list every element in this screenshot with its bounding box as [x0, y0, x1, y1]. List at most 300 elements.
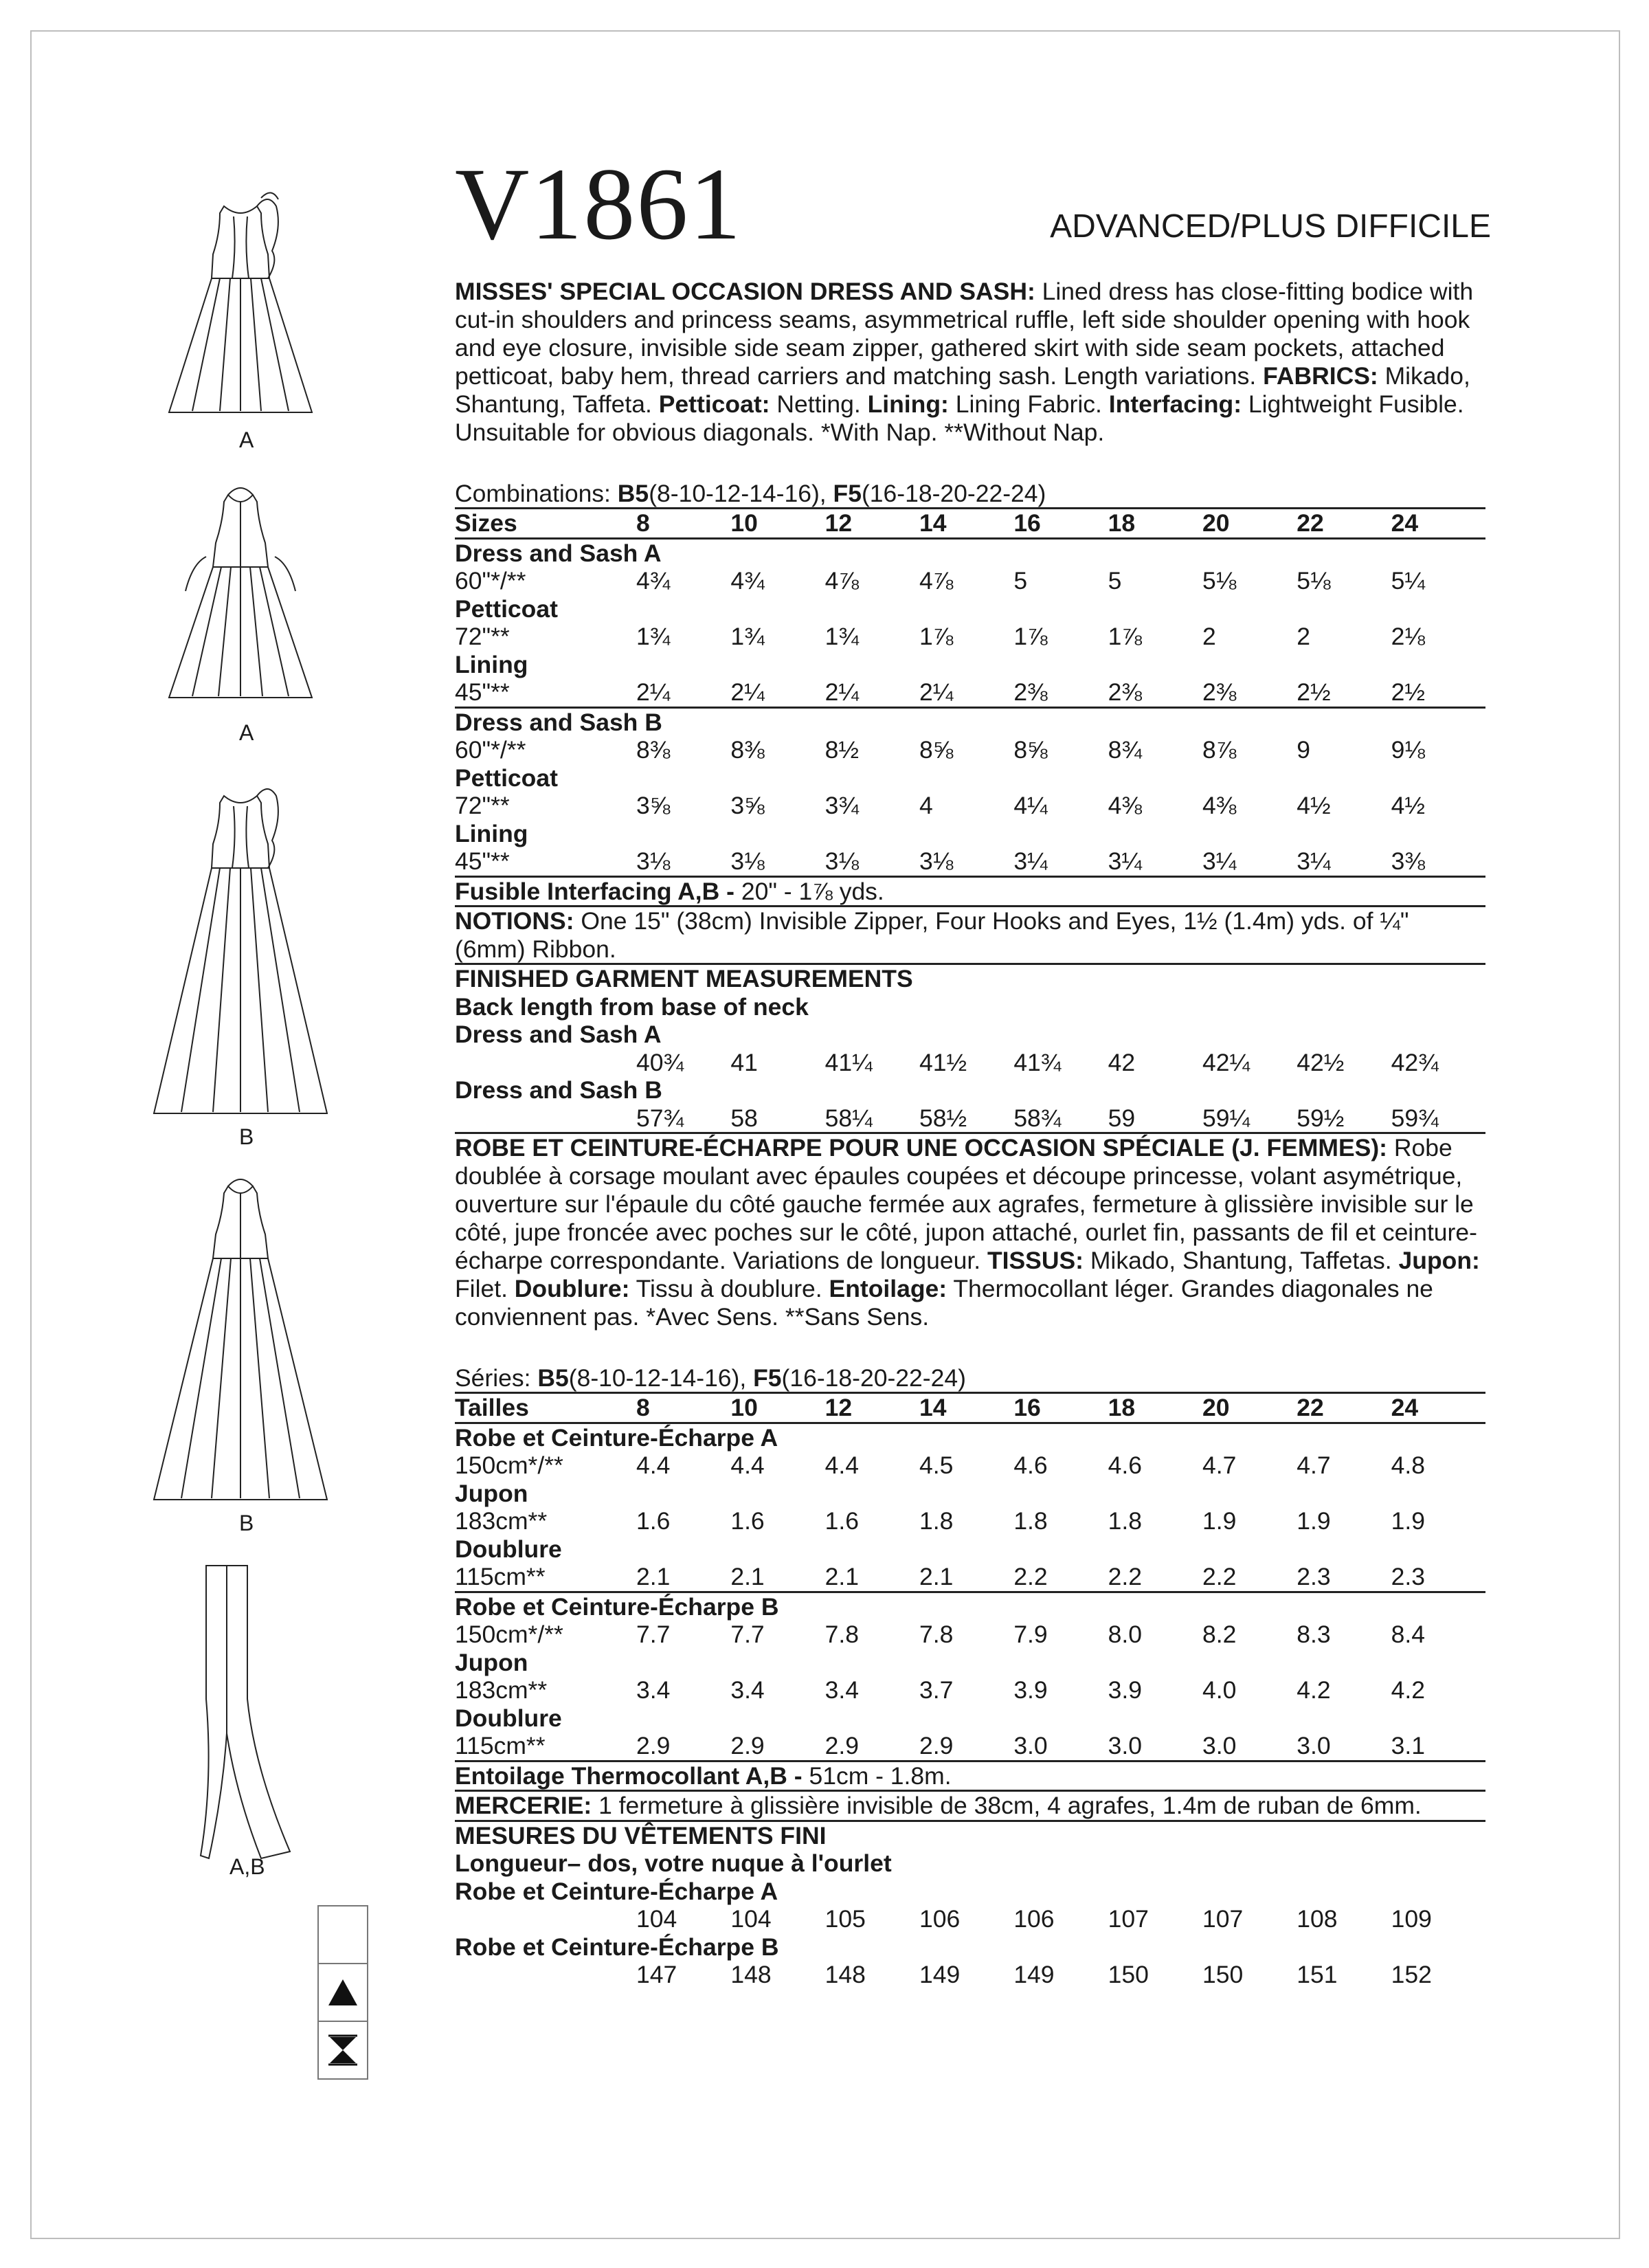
table-cell: 1.6	[824, 1507, 860, 1535]
table-cell: 2⅜	[1013, 678, 1048, 706]
table-cell: 5	[1013, 567, 1028, 594]
table-row	[455, 1961, 1485, 1989]
table-cell: 1.6	[636, 1507, 671, 1535]
table-cell: 22	[1297, 509, 1391, 539]
sash-drawing	[199, 1561, 302, 1864]
table-row	[455, 1821, 1485, 1849]
table-row	[455, 1563, 1485, 1592]
table-cell: Longueur– dos, votre nuque à l'ourlet	[455, 1849, 892, 1877]
table-cell: 5	[1108, 567, 1122, 594]
text-span: Netting.	[770, 390, 868, 418]
finished-measurements-title: FINISHED GARMENT MEASUREMENTS	[455, 964, 1485, 993]
blank-square-icon	[319, 1906, 367, 1964]
table-cell: 148	[824, 1961, 866, 1988]
table-cell: 149	[1013, 1961, 1055, 1988]
text-span: Thermocollant léger. Grandes diagonales ne conviennent pas. *Avec Sens. **Sans Sens.	[455, 1275, 1433, 1331]
table-cell: 58¼	[824, 1104, 873, 1132]
table-row	[455, 1452, 1485, 1480]
table-cell: 1¾	[730, 623, 765, 650]
table-cell: 1.8	[919, 1507, 954, 1535]
text-span: (16-18-20-22-24)	[861, 480, 1046, 507]
table-cell: 3.4	[730, 1676, 765, 1704]
table-row	[455, 1507, 1485, 1535]
table-cell: 1.9	[1202, 1507, 1237, 1535]
table-row	[455, 1649, 1485, 1677]
table-cell: Dress and Sash A	[455, 1021, 662, 1048]
table-cell: 8⅝	[919, 736, 954, 764]
table-cell: 2.3	[1391, 1563, 1425, 1590]
table-cell: 2	[1297, 623, 1311, 650]
table-cell: 149	[919, 1961, 961, 1988]
table-cell: Doublure	[455, 1535, 562, 1563]
text-span: 1 fermeture à glissière invisible de 38cm, 4 agrafes, 1.4m de ruban de 6mm.	[592, 1792, 1422, 1819]
table-row	[455, 1535, 1485, 1564]
table-row	[455, 1621, 1485, 1649]
table-cell: 59½	[1297, 1104, 1345, 1132]
table-cell: 45"**	[455, 847, 510, 875]
french-combinations	[455, 1364, 1485, 1392]
table-cell: 57¾	[636, 1104, 684, 1132]
table-cell: 4⅞	[824, 567, 860, 594]
table-row	[455, 623, 1485, 651]
table-cell: 105	[824, 1905, 866, 1933]
text-span: B5	[537, 1364, 569, 1392]
table-cell: 4.6	[1108, 1452, 1142, 1479]
table-row	[455, 1480, 1485, 1508]
back-view-dress-b	[151, 1172, 330, 1502]
table-cell: 4.6	[1013, 1452, 1048, 1479]
table-row	[455, 820, 1485, 848]
english-title: MISSES' SPECIAL OCCASION DRESS AND SASH:	[455, 278, 1035, 305]
table-row	[455, 651, 1485, 679]
table-cell: 115cm**	[455, 1563, 546, 1590]
table-cell: 150	[1202, 1961, 1244, 1988]
table-cell: 2¼	[824, 678, 860, 706]
table-cell: 4.7	[1297, 1452, 1331, 1479]
table-cell: 20	[1202, 509, 1297, 539]
table-cell: 1⅞	[1108, 623, 1142, 650]
table-row	[455, 876, 1485, 907]
table-cell: 7.7	[730, 1621, 765, 1648]
table-cell: 4½	[1297, 792, 1331, 819]
table-cell: 1.6	[730, 1507, 765, 1535]
table-row	[455, 736, 1485, 764]
table-cell: 41	[730, 1048, 758, 1076]
table-cell: 3¾	[824, 792, 860, 819]
table-cell: 3⅛	[824, 847, 860, 875]
table-cell: 183cm**	[455, 1507, 548, 1535]
symbol-key-box	[317, 1905, 368, 2080]
french-description	[455, 1134, 1485, 1331]
text-span: MERCERIE:	[455, 1792, 592, 1819]
view-heading: Dress and Sash B	[455, 707, 1485, 736]
table-cell: 3.1	[1391, 1732, 1425, 1759]
table-row	[455, 764, 1485, 792]
table-row	[455, 1676, 1485, 1704]
table-cell: 4½	[1391, 792, 1425, 819]
table-cell	[455, 1961, 636, 1989]
table-cell: 147	[636, 1961, 677, 1988]
table-cell: 3¼	[1202, 847, 1237, 875]
finished-measurements-title: MESURES DU VÊTEMENTS FINI	[455, 1821, 1485, 1849]
english-yardage-table	[455, 507, 1485, 1132]
table-row	[455, 1878, 1485, 1906]
table-cell: 108	[1297, 1905, 1338, 1933]
text-span: 20" - 1⅞ yds.	[741, 877, 884, 905]
table-cell: 24	[1391, 509, 1485, 539]
table-cell: 4.2	[1297, 1676, 1331, 1704]
table-row	[455, 1761, 1485, 1791]
table-cell: 9⅛	[1391, 736, 1425, 764]
text-span: Entoilage Thermocollant A,B -	[455, 1761, 809, 1790]
table-cell: 3.9	[1013, 1676, 1048, 1704]
table-cell: 8½	[824, 736, 860, 764]
table-cell: 12	[825, 1393, 919, 1423]
table-cell: 150cm*/**	[455, 1621, 563, 1648]
table-cell: 2.3	[1297, 1563, 1331, 1590]
difficulty-level: ADVANCED/PLUS DIFFICILE	[1050, 208, 1491, 245]
table-cell: Back length from base of neck	[455, 992, 809, 1021]
table-cell: 3.0	[1297, 1732, 1331, 1759]
table-cell: 106	[919, 1905, 961, 1933]
text-span: Lining:	[867, 390, 949, 418]
table-cell: 4¾	[730, 567, 765, 594]
table-cell: Petticoat	[455, 594, 558, 623]
view-label: A	[239, 720, 254, 745]
table-cell: 3⅝	[730, 792, 765, 819]
table-cell: Sizes	[455, 509, 636, 539]
table-cell: 10	[730, 509, 824, 539]
table-row	[455, 707, 1485, 736]
table-row	[455, 678, 1485, 707]
table-cell: 4	[919, 792, 933, 819]
text-span: F5	[753, 1364, 782, 1392]
table-cell: 1.9	[1297, 1507, 1331, 1535]
table-cell	[455, 1104, 636, 1133]
table-cell: 58	[730, 1104, 758, 1132]
notions	[455, 907, 1485, 964]
table-row	[455, 1791, 1485, 1821]
table-cell: 8.0	[1108, 1621, 1142, 1648]
table-cell: 107	[1108, 1905, 1149, 1933]
text-span: Lightweight Fusible. Unsuitable for obvious diagonals. *With Nap. **Without Nap.	[455, 390, 1464, 446]
table-cell: 8⅞	[1202, 736, 1237, 764]
text-span: Doublure:	[514, 1275, 630, 1302]
table-cell: 3⅝	[636, 792, 671, 819]
table-cell: 14	[919, 1393, 1013, 1423]
view-label: A,B	[229, 1854, 265, 1879]
text-span: Tissu à doublure.	[629, 1275, 829, 1302]
text-span: NOTIONS:	[455, 907, 574, 935]
table-cell: 40¾	[636, 1048, 684, 1076]
table-cell: Jupon	[455, 1479, 528, 1507]
table-cell: 3.0	[1108, 1732, 1142, 1759]
table-cell: 24	[1391, 1393, 1485, 1423]
text-span: Filet.	[455, 1275, 515, 1302]
table-cell: 4.4	[824, 1452, 860, 1479]
table-cell: 104	[636, 1905, 677, 1933]
text-span: Jupon:	[1398, 1247, 1480, 1274]
table-row	[455, 847, 1485, 876]
french-yardage-table	[455, 1392, 1485, 1989]
table-row	[455, 1104, 1485, 1133]
table-cell: Lining	[455, 650, 528, 678]
text-span: (8-10-12-14-16),	[649, 480, 833, 507]
table-cell: 45"**	[455, 678, 510, 706]
table-cell: 106	[1013, 1905, 1055, 1933]
table-cell: 150cm*/**	[455, 1452, 563, 1479]
table-cell: Robe et Ceinture-Écharpe B	[455, 1933, 779, 1961]
hourglass-icon	[319, 2022, 367, 2078]
table-cell: 4.4	[730, 1452, 765, 1479]
english-description	[455, 278, 1485, 447]
table-cell: 8⅜	[636, 736, 671, 764]
table-cell: 8	[636, 509, 730, 539]
table-cell: 3.0	[1013, 1732, 1048, 1759]
table-cell: 3.9	[1108, 1676, 1142, 1704]
text-span: Lining Fabric.	[948, 390, 1109, 418]
text-span: Petticoat:	[658, 390, 770, 418]
table-cell: 148	[730, 1961, 772, 1988]
table-cell: 1¾	[636, 623, 671, 650]
text-span: (16-18-20-22-24)	[781, 1364, 966, 1392]
text-span: Mikado, Shantung, Taffetas.	[1084, 1247, 1399, 1274]
table-row	[455, 595, 1485, 623]
notions	[455, 1791, 1485, 1821]
table-cell: 2.9	[730, 1732, 765, 1759]
table-cell: 5⅛	[1297, 567, 1331, 594]
table-row	[455, 1849, 1485, 1878]
table-cell: 1⅞	[919, 623, 954, 650]
table-cell: 1.8	[1013, 1507, 1048, 1535]
size-header-row	[455, 509, 1485, 539]
table-cell: 1¾	[824, 623, 860, 650]
table-cell: 8⅝	[1013, 736, 1048, 764]
table-row	[455, 1049, 1485, 1077]
fusible-interfacing	[455, 1761, 1485, 1791]
table-row	[455, 964, 1485, 993]
table-cell: 42¾	[1391, 1048, 1439, 1076]
table-cell: 3¼	[1013, 847, 1048, 875]
table-cell: 4.4	[636, 1452, 671, 1479]
table-cell: 3.7	[919, 1676, 954, 1704]
view-label: A	[239, 427, 254, 452]
table-cell: 3.4	[636, 1676, 671, 1704]
text-span: One 15" (38cm) Invisible Zipper, Four Hooks and Eyes, 1½ (1.4m) yds. of ¼" (6mm) Ribbon.	[455, 907, 1409, 963]
table-cell: 59¼	[1202, 1104, 1250, 1132]
table-cell: Petticoat	[455, 764, 558, 792]
table-cell: 3¼	[1297, 847, 1331, 875]
table-cell: 4¾	[636, 567, 671, 594]
table-row	[455, 1704, 1485, 1733]
text-span: Combinations:	[455, 480, 618, 507]
table-cell: 4⅜	[1202, 792, 1237, 819]
table-cell	[455, 1905, 636, 1933]
text-span: Mikado, Shantung, Taffeta.	[455, 362, 1470, 418]
table-cell: 2⅛	[1391, 623, 1425, 650]
pattern-envelope-back	[455, 278, 1485, 1989]
table-cell: 104	[730, 1905, 772, 1933]
table-cell: 42½	[1297, 1048, 1345, 1076]
table-cell: Robe et Ceinture-Écharpe A	[455, 1877, 778, 1905]
table-row	[455, 792, 1485, 820]
table-cell: 8.4	[1391, 1621, 1425, 1648]
table-cell: 8.3	[1297, 1621, 1331, 1648]
table-cell: 41¾	[1013, 1048, 1062, 1076]
table-cell: 58¾	[1013, 1104, 1062, 1132]
table-cell: Jupon	[455, 1648, 528, 1676]
table-cell: 107	[1202, 1905, 1244, 1933]
table-cell: 72"**	[455, 623, 510, 650]
table-cell: 4.7	[1202, 1452, 1237, 1479]
table-cell: 4.0	[1202, 1676, 1237, 1704]
table-cell: 4⅜	[1108, 792, 1142, 819]
text-span: TISSUS:	[987, 1247, 1084, 1274]
table-cell: 2⅜	[1202, 678, 1237, 706]
table-cell: 2.9	[824, 1732, 860, 1759]
table-cell: 20	[1202, 1393, 1297, 1423]
table-row	[455, 1021, 1485, 1049]
table-cell: 10	[730, 1393, 824, 1423]
table-cell: 3.0	[1202, 1732, 1237, 1759]
table-cell: 60"*/**	[455, 567, 526, 594]
table-cell: 59¾	[1391, 1104, 1439, 1132]
table-cell: 4⅞	[919, 567, 954, 594]
table-cell: 151	[1297, 1961, 1338, 1988]
table-row	[455, 538, 1485, 567]
table-row	[455, 993, 1485, 1021]
table-cell: 8.2	[1202, 1621, 1237, 1648]
table-cell: 4.5	[919, 1452, 954, 1479]
table-cell: 14	[919, 509, 1013, 539]
table-cell: 2.2	[1108, 1563, 1142, 1590]
table-cell: 42	[1108, 1048, 1136, 1076]
table-cell: 18	[1108, 509, 1202, 539]
table-cell: 2½	[1391, 678, 1425, 706]
table-cell: 2.9	[636, 1732, 671, 1759]
view-heading: Robe et Ceinture-Écharpe B	[455, 1592, 1485, 1621]
table-row	[455, 1592, 1485, 1621]
table-cell: 59	[1108, 1104, 1136, 1132]
table-cell: 8⅜	[730, 736, 765, 764]
table-cell	[455, 1049, 636, 1077]
table-cell: 2.1	[636, 1563, 671, 1590]
view-heading: Robe et Ceinture-Écharpe A	[455, 1423, 778, 1452]
table-cell: 2.2	[1013, 1563, 1048, 1590]
table-cell: 183cm**	[455, 1676, 548, 1704]
table-cell: 7.7	[636, 1621, 671, 1648]
table-row	[455, 1905, 1485, 1933]
table-cell: 7.8	[919, 1621, 954, 1648]
table-row	[455, 1076, 1485, 1104]
table-cell: Tailles	[455, 1393, 636, 1423]
size-header-row	[455, 1393, 1485, 1423]
text-span: F5	[833, 480, 862, 507]
table-row	[455, 1423, 1485, 1452]
table-cell: 7.8	[824, 1621, 860, 1648]
table-cell: 5⅛	[1202, 567, 1237, 594]
table-row	[455, 567, 1485, 595]
table-cell: 4¼	[1013, 792, 1048, 819]
pattern-number: V1861	[455, 147, 743, 261]
table-cell: 2½	[1297, 678, 1331, 706]
text-span: FABRICS:	[1263, 362, 1378, 390]
text-span: Fusible Interfacing A,B -	[455, 877, 741, 905]
table-cell: 5¼	[1391, 567, 1425, 594]
table-cell: 60"*/**	[455, 736, 526, 764]
table-cell: 7.9	[1013, 1621, 1048, 1648]
table-cell: 3⅛	[730, 847, 765, 875]
text-span: Robe doublée à corsage moulant avec épaules coupées et découpe princesse, volant asymétrique, ouverture sur l'épaule du côté gauche fermée aux agrafes, fermeture à glissière invisible sur le côté, jupe froncée avec poches sur le côté, jupon attaché, ourlet fin, passants de fil et ceinture-écharpe correspondante. Variations de longueur.	[455, 1134, 1477, 1274]
front-view-dress-a	[165, 186, 316, 419]
table-cell: 41½	[919, 1048, 967, 1076]
back-view-dress-a	[165, 481, 316, 701]
table-cell: 58½	[919, 1104, 967, 1132]
table-row	[455, 1732, 1485, 1761]
table-cell: 109	[1391, 1905, 1432, 1933]
table-cell: 4.8	[1391, 1452, 1425, 1479]
table-cell: 2	[1202, 623, 1216, 650]
table-cell: 2.2	[1202, 1563, 1237, 1590]
table-cell: 1.8	[1108, 1507, 1142, 1535]
table-cell: 1⅞	[1013, 623, 1048, 650]
table-cell: 12	[825, 509, 919, 539]
text-span: Lined dress has close-fitting bodice with cut-in shoulders and princess seams, asymmetrical ruffle, left side shoulder opening with hook and eye closure, invisible side seam zipper, gathered skirt with side seam pockets, attached petticoat, baby hem, thread carriers and matching sash. Length variations.	[455, 278, 1474, 390]
view-label: B	[239, 1124, 254, 1149]
table-cell: 2.1	[824, 1563, 860, 1590]
table-cell: 8	[636, 1393, 730, 1423]
table-cell: 115cm**	[455, 1732, 546, 1759]
table-cell: 150	[1108, 1961, 1149, 1988]
table-cell: 2.1	[919, 1563, 954, 1590]
table-cell: 152	[1391, 1961, 1432, 1988]
table-cell: 22	[1297, 1393, 1391, 1423]
english-combinations	[455, 480, 1485, 507]
table-cell: 9	[1297, 736, 1311, 764]
table-cell: 2⅜	[1108, 678, 1142, 706]
french-title: ROBE ET CEINTURE-ÉCHARPE POUR UNE OCCASION SPÉCIALE (J. FEMMES):	[455, 1134, 1387, 1161]
view-heading: Dress and Sash A	[455, 539, 662, 567]
table-row	[455, 1933, 1485, 1961]
table-cell: 41¼	[824, 1048, 873, 1076]
table-cell: 4.2	[1391, 1676, 1425, 1704]
front-view-dress-b	[151, 775, 330, 1119]
view-label: B	[239, 1511, 254, 1535]
table-cell: Doublure	[455, 1704, 562, 1732]
fusible-interfacing	[455, 876, 1485, 907]
table-cell: 2.9	[919, 1732, 954, 1759]
table-row	[455, 907, 1485, 964]
table-cell: 1.9	[1391, 1507, 1425, 1535]
table-cell: 3⅜	[1391, 847, 1425, 875]
triangle-up-icon	[319, 1964, 367, 2022]
table-cell: 2.1	[730, 1563, 765, 1590]
table-cell: 3⅛	[919, 847, 954, 875]
table-cell: 42¼	[1202, 1048, 1250, 1076]
text-span: 51cm - 1.8m.	[809, 1761, 952, 1790]
text-span: Interfacing:	[1108, 390, 1242, 418]
table-cell: 2¼	[919, 678, 954, 706]
table-cell: Lining	[455, 819, 528, 847]
table-cell: 16	[1013, 509, 1108, 539]
table-cell: 3.4	[824, 1676, 860, 1704]
table-cell: 8¾	[1108, 736, 1142, 764]
table-cell: 3¼	[1108, 847, 1142, 875]
text-span: (8-10-12-14-16),	[568, 1364, 754, 1392]
text-span: Séries:	[455, 1364, 538, 1392]
table-cell: 2¼	[730, 678, 765, 706]
table-cell: 18	[1108, 1393, 1202, 1423]
